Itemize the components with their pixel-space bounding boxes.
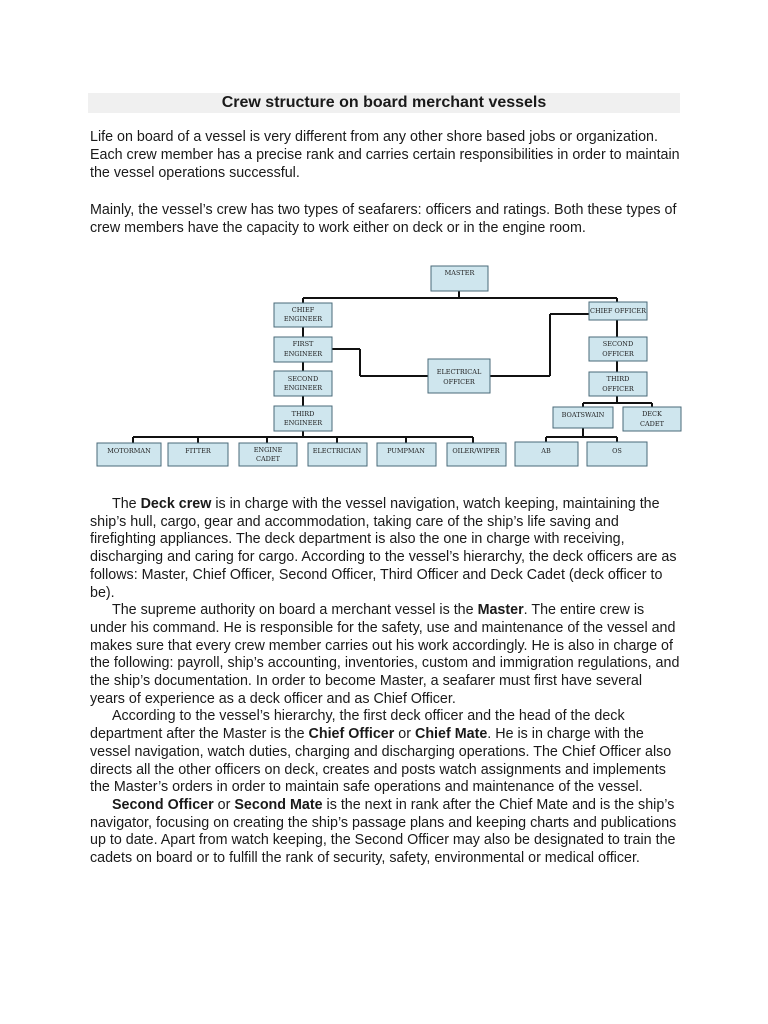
- text-run: According to the vessel’s hierarchy, the first deck officer and the head of the deck department after the Master is the: [90, 708, 625, 743]
- text-run: is in charge with the vessel navigation, watch keeping, maintaining the ship’s hull, cargo, gear and accommodation, taking care of the ship’s life saving and firefighting appliances. The deck department is also the one in charge with receiving, discharging and caring for cargo. According to the vessel’s hierarchy, the deck officers are as follows: Master, Chief Officer, Second Officer, Third Officer and Deck Cadet (deck officer to be).: [90, 496, 677, 601]
- text-run: or: [213, 796, 235, 813]
- paragraph-chief-officer: [90, 708, 680, 797]
- bold-term: Second Mate: [234, 796, 323, 813]
- org-box-label: OFFICER: [602, 385, 634, 393]
- org-box-electrical-officer: [428, 359, 490, 393]
- org-box-label: CHIEF: [291, 306, 315, 314]
- org-box-label: THIRD: [291, 410, 315, 418]
- org-box-label: SECOND: [602, 340, 634, 348]
- org-box-second-officer: [589, 337, 647, 361]
- org-box-label: FIRST: [292, 340, 314, 348]
- org-box-third-engineer: [274, 406, 332, 431]
- org-box-label: OILER/WIPER: [452, 447, 500, 455]
- org-box-oilerwiper: [447, 443, 506, 466]
- text-run: The: [112, 496, 141, 512]
- org-box-label: CADET: [256, 455, 280, 463]
- bold-term: Chief Mate: [415, 726, 488, 743]
- text-run: The supreme authority on board a merchant vessel is the: [112, 602, 478, 619]
- org-box-label: ENGINEER: [283, 350, 323, 358]
- org-box-label: OFFICER: [602, 350, 634, 358]
- org-box-label: BOATSWAIN: [561, 411, 605, 419]
- org-box-boatswain: [553, 407, 613, 428]
- org-box-label: THIRD: [606, 375, 630, 383]
- org-box-label: FITTER: [185, 447, 211, 455]
- intro-paragraph-1: Life on board of a vessel is very different from any other shore based jobs or organization. Each crew member has a precise rank and carries certain responsibilities in order to maintain the vessel operations successful.: [90, 129, 680, 181]
- org-box-label: ENGINEER: [283, 419, 323, 427]
- org-box-master: [431, 266, 488, 291]
- org-box-second-engineer: [274, 371, 332, 396]
- org-box-label: ELECTRICAL: [436, 368, 482, 376]
- org-box-pumpman: [377, 443, 436, 466]
- org-box-label: MASTER: [444, 269, 475, 277]
- org-box-motorman: [97, 443, 161, 466]
- org-box-os: [587, 442, 647, 466]
- bold-term: Second Officer: [112, 796, 214, 813]
- bold-term: Chief Officer: [308, 726, 395, 743]
- bold-term: Master: [477, 602, 524, 619]
- org-box-fitter: [168, 443, 228, 466]
- org-box-engine-cadet: [239, 443, 297, 466]
- org-box-label: ENGINE: [253, 446, 283, 454]
- org-box-chief-officer: [589, 302, 647, 320]
- text-run: . The entire crew is under his command. He is responsible for the safety, use and maintenance of the vessel and makes sure that every crew member carries out his work accordingly. He is also in charge of the following: payroll, ship’s accounting, inventories, custom and immigration regulations, and the ship’s documentation. In order to become Master, a seafarer must first have several years of experience as a deck officer and as Chief Officer.: [90, 602, 680, 707]
- org-box-label: SECOND: [287, 375, 319, 383]
- paragraph-deck-crew: [90, 496, 680, 602]
- org-box-label: AB: [541, 447, 551, 455]
- text-run: or: [394, 726, 415, 743]
- org-box-chief-engineer: [274, 303, 332, 327]
- org-box-label: ELECTRICIAN: [312, 447, 362, 455]
- org-box-third-officer: [589, 372, 647, 396]
- intro-paragraph-2: Mainly, the vessel’s crew has two types of seafarers: officers and ratings. Both these types of crew members have the capacity to work either on deck or in the engine room.: [90, 202, 677, 236]
- org-box-label: MOTORMAN: [107, 447, 151, 455]
- org-box-deck-cadet: [623, 407, 681, 431]
- org-box-label: PUMPMAN: [387, 447, 425, 455]
- org-box-label: DECK: [642, 410, 662, 418]
- org-box-label: CADET: [640, 420, 664, 428]
- page-title: Crew structure on board merchant vessels: [221, 94, 547, 111]
- org-box-electrician: [308, 443, 367, 466]
- text-run: is the next in rank after the Chief Mate and is the ship’s navigator, focusing on creating the ship’s passage plans and keeping charts and publications up to date. Apart from watch keeping, the Second Officer may also be designated to train the cadets on board or to fulfill the rank of security, safety, environmental or medical officer.: [90, 796, 677, 867]
- body-text: [90, 496, 680, 868]
- org-box-ab: [515, 442, 578, 466]
- org-box-label: CHIEF OFFICER: [589, 307, 647, 315]
- crew-org-chart: [90, 255, 690, 480]
- paragraph-second-officer: [90, 797, 680, 868]
- bold-term: Deck crew: [140, 496, 212, 512]
- org-box-first-engineer: [274, 337, 332, 362]
- text-run: . He is in charge with the vessel navigation, watch duties, charging and discharging operations. The Chief Officer also directs all the other officers on deck, creates and posts watch assignments and implements the Master’s orders in order to maintain safe operations and maintenance of the vessel.: [90, 726, 672, 796]
- org-box-label: OS: [612, 447, 622, 455]
- org-box-label: ENGINEER: [283, 384, 323, 392]
- org-box-label: OFFICER: [443, 378, 475, 386]
- paragraph-master: [90, 602, 680, 708]
- org-box-label: ENGINEER: [283, 315, 323, 323]
